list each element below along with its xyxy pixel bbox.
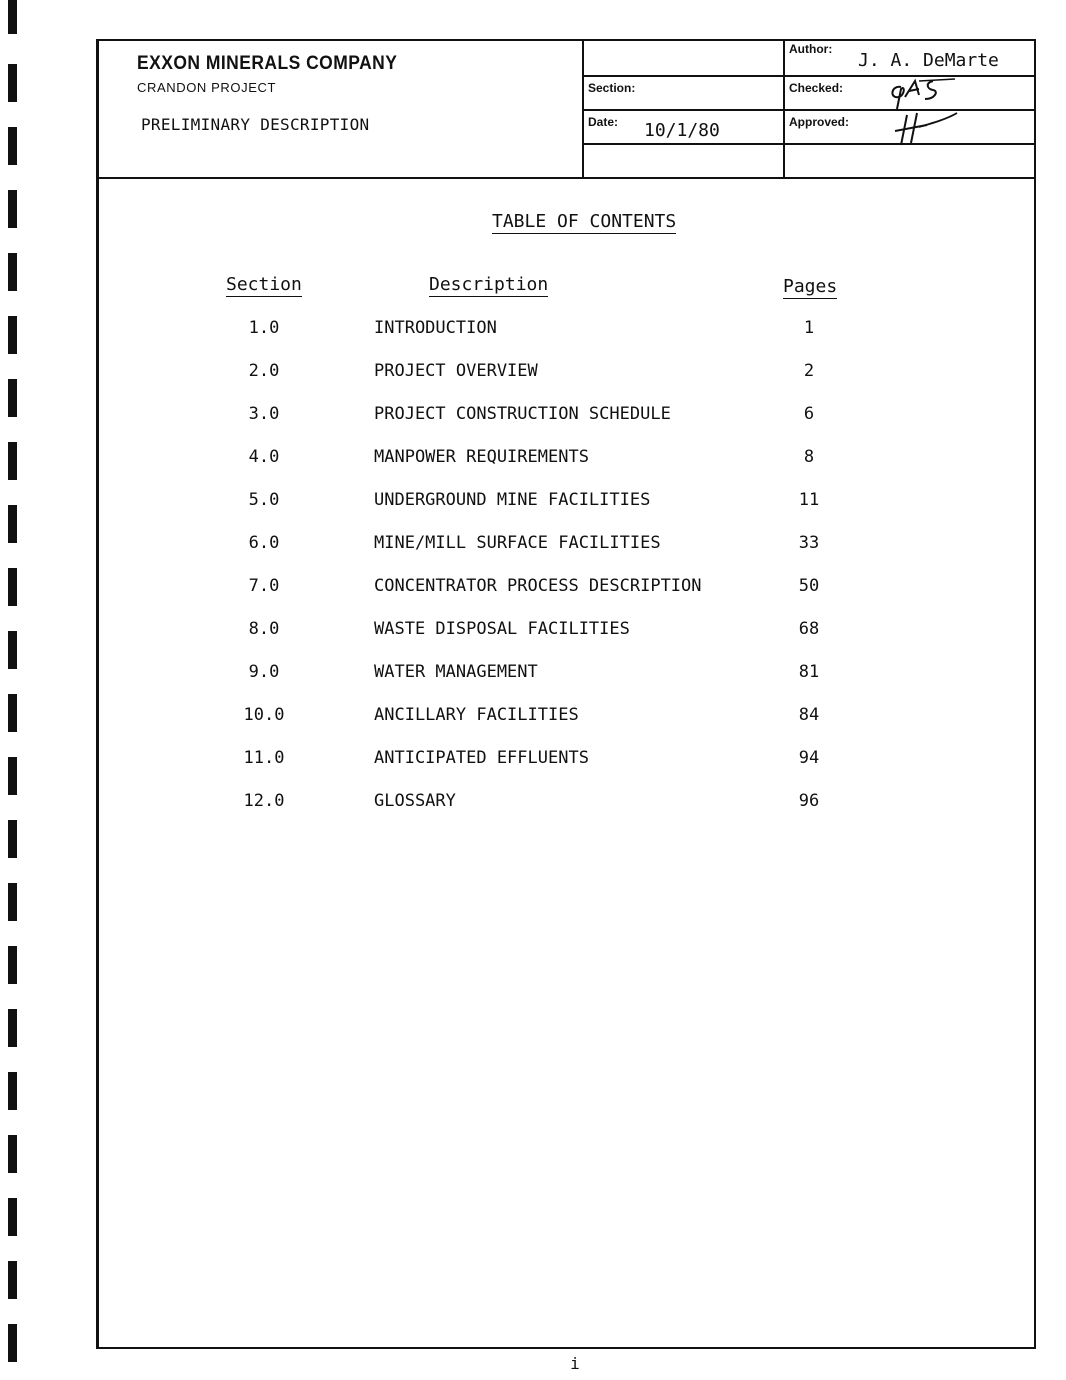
blank-cell — [584, 41, 783, 77]
toc-description: WASTE DISPOSAL FACILITIES — [374, 619, 630, 639]
toc-description: MINE/MILL SURFACE FACILITIES — [374, 533, 661, 553]
toc-page-number: 11 — [798, 490, 820, 510]
title-block — [99, 41, 584, 177]
toc-page-number: 8 — [803, 447, 815, 467]
column-header-section: Section — [226, 274, 302, 295]
toc-description: GLOSSARY — [374, 791, 456, 811]
toc-description: UNDERGROUND MINE FACILITIES — [374, 490, 651, 510]
toc-page-number: 6 — [803, 404, 815, 424]
toc-row — [99, 318, 1034, 358]
binder-mark — [8, 631, 17, 669]
toc-section-number: 2.0 — [248, 361, 280, 381]
toc-section-number: 5.0 — [248, 490, 280, 510]
binder-mark — [8, 379, 17, 417]
binder-mark — [8, 127, 17, 165]
binder-mark — [8, 190, 17, 228]
toc-row — [99, 662, 1034, 702]
toc-description: ANCILLARY FACILITIES — [374, 705, 579, 725]
approved-cell — [785, 111, 1034, 145]
document-title: PRELIMINARY DESCRIPTION — [141, 115, 370, 134]
checked-label: Checked: — [789, 81, 844, 95]
toc-row — [99, 361, 1034, 401]
toc-section-number: 10.0 — [243, 705, 285, 725]
toc-row — [99, 619, 1034, 659]
toc-row — [99, 576, 1034, 616]
toc-section-number: 6.0 — [248, 533, 280, 553]
toc-page-number: 84 — [798, 705, 820, 725]
binder-mark — [8, 820, 17, 858]
toc-description: PROJECT CONSTRUCTION SCHEDULE — [374, 404, 671, 424]
binder-mark — [8, 1009, 17, 1047]
author-value: J. A. DeMarte — [858, 50, 999, 71]
toc-section-number: 4.0 — [248, 447, 280, 467]
binder-mark — [8, 694, 17, 732]
section-date-block — [584, 41, 785, 177]
binder-mark — [8, 316, 17, 354]
toc-description: WATER MANAGEMENT — [374, 662, 538, 682]
binder-mark — [8, 946, 17, 984]
toc-row — [99, 533, 1034, 573]
binder-mark — [8, 64, 17, 102]
binder-mark — [8, 1072, 17, 1110]
binder-mark — [8, 757, 17, 795]
approval-block — [785, 41, 1034, 177]
date-cell — [584, 111, 783, 145]
toc-description: ANTICIPATED EFFLUENTS — [374, 748, 589, 768]
binder-mark — [8, 253, 17, 291]
toc-row — [99, 490, 1034, 530]
document-page — [96, 39, 1036, 1349]
date-label: Date: — [588, 115, 619, 129]
toc-title: TABLE OF CONTENTS — [492, 211, 677, 232]
toc-description: CONCENTRATOR PROCESS DESCRIPTION — [374, 576, 702, 596]
binder-mark — [8, 1135, 17, 1173]
toc-row — [99, 791, 1034, 831]
toc-description: PROJECT OVERVIEW — [374, 361, 538, 381]
toc-section-number: 3.0 — [248, 404, 280, 424]
toc-section-number: 8.0 — [248, 619, 280, 639]
toc-section-number: 9.0 — [248, 662, 280, 682]
toc-page-number: 33 — [798, 533, 820, 553]
toc-page-number: 68 — [798, 619, 820, 639]
toc-section-number: 7.0 — [248, 576, 280, 596]
toc-section-number: 12.0 — [243, 791, 285, 811]
section-cell — [584, 77, 783, 111]
binder-mark — [8, 1198, 17, 1236]
section-label: Section: — [588, 81, 636, 95]
page-number: i — [570, 1354, 580, 1373]
binder-mark — [8, 0, 17, 34]
binder-mark — [8, 1324, 17, 1362]
binder-mark — [8, 442, 17, 480]
toc-row — [99, 748, 1034, 788]
binder-mark — [8, 1261, 17, 1299]
binder-mark — [8, 568, 17, 606]
approved-label: Approved: — [789, 115, 849, 129]
toc-page-number: 1 — [803, 318, 815, 338]
approved-initials-signature — [893, 111, 973, 149]
checked-initials-signature — [885, 77, 975, 111]
column-header-pages: Pages — [783, 276, 838, 297]
toc-page-number: 96 — [798, 791, 820, 811]
toc-row — [99, 447, 1034, 487]
company-name: EXXON MINERALS COMPANY — [137, 53, 398, 74]
checked-cell — [785, 77, 1034, 111]
binder-mark — [8, 883, 17, 921]
toc-page-number: 81 — [798, 662, 820, 682]
toc-description: INTRODUCTION — [374, 318, 497, 338]
author-cell — [785, 41, 1034, 77]
project-name: CRANDON PROJECT — [137, 80, 277, 95]
toc-section-number: 11.0 — [243, 748, 285, 768]
toc-page-number: 94 — [798, 748, 820, 768]
toc-row — [99, 705, 1034, 745]
title-block-header — [99, 41, 1034, 179]
date-value: 10/1/80 — [644, 120, 720, 141]
author-label: Author: — [789, 42, 833, 56]
binder-mark — [8, 505, 17, 543]
toc-page-number: 2 — [803, 361, 815, 381]
toc-row — [99, 404, 1034, 444]
toc-section-number: 1.0 — [248, 318, 280, 338]
toc-description: MANPOWER REQUIREMENTS — [374, 447, 589, 467]
column-header-description: Description — [429, 274, 549, 295]
toc-page-number: 50 — [798, 576, 820, 596]
